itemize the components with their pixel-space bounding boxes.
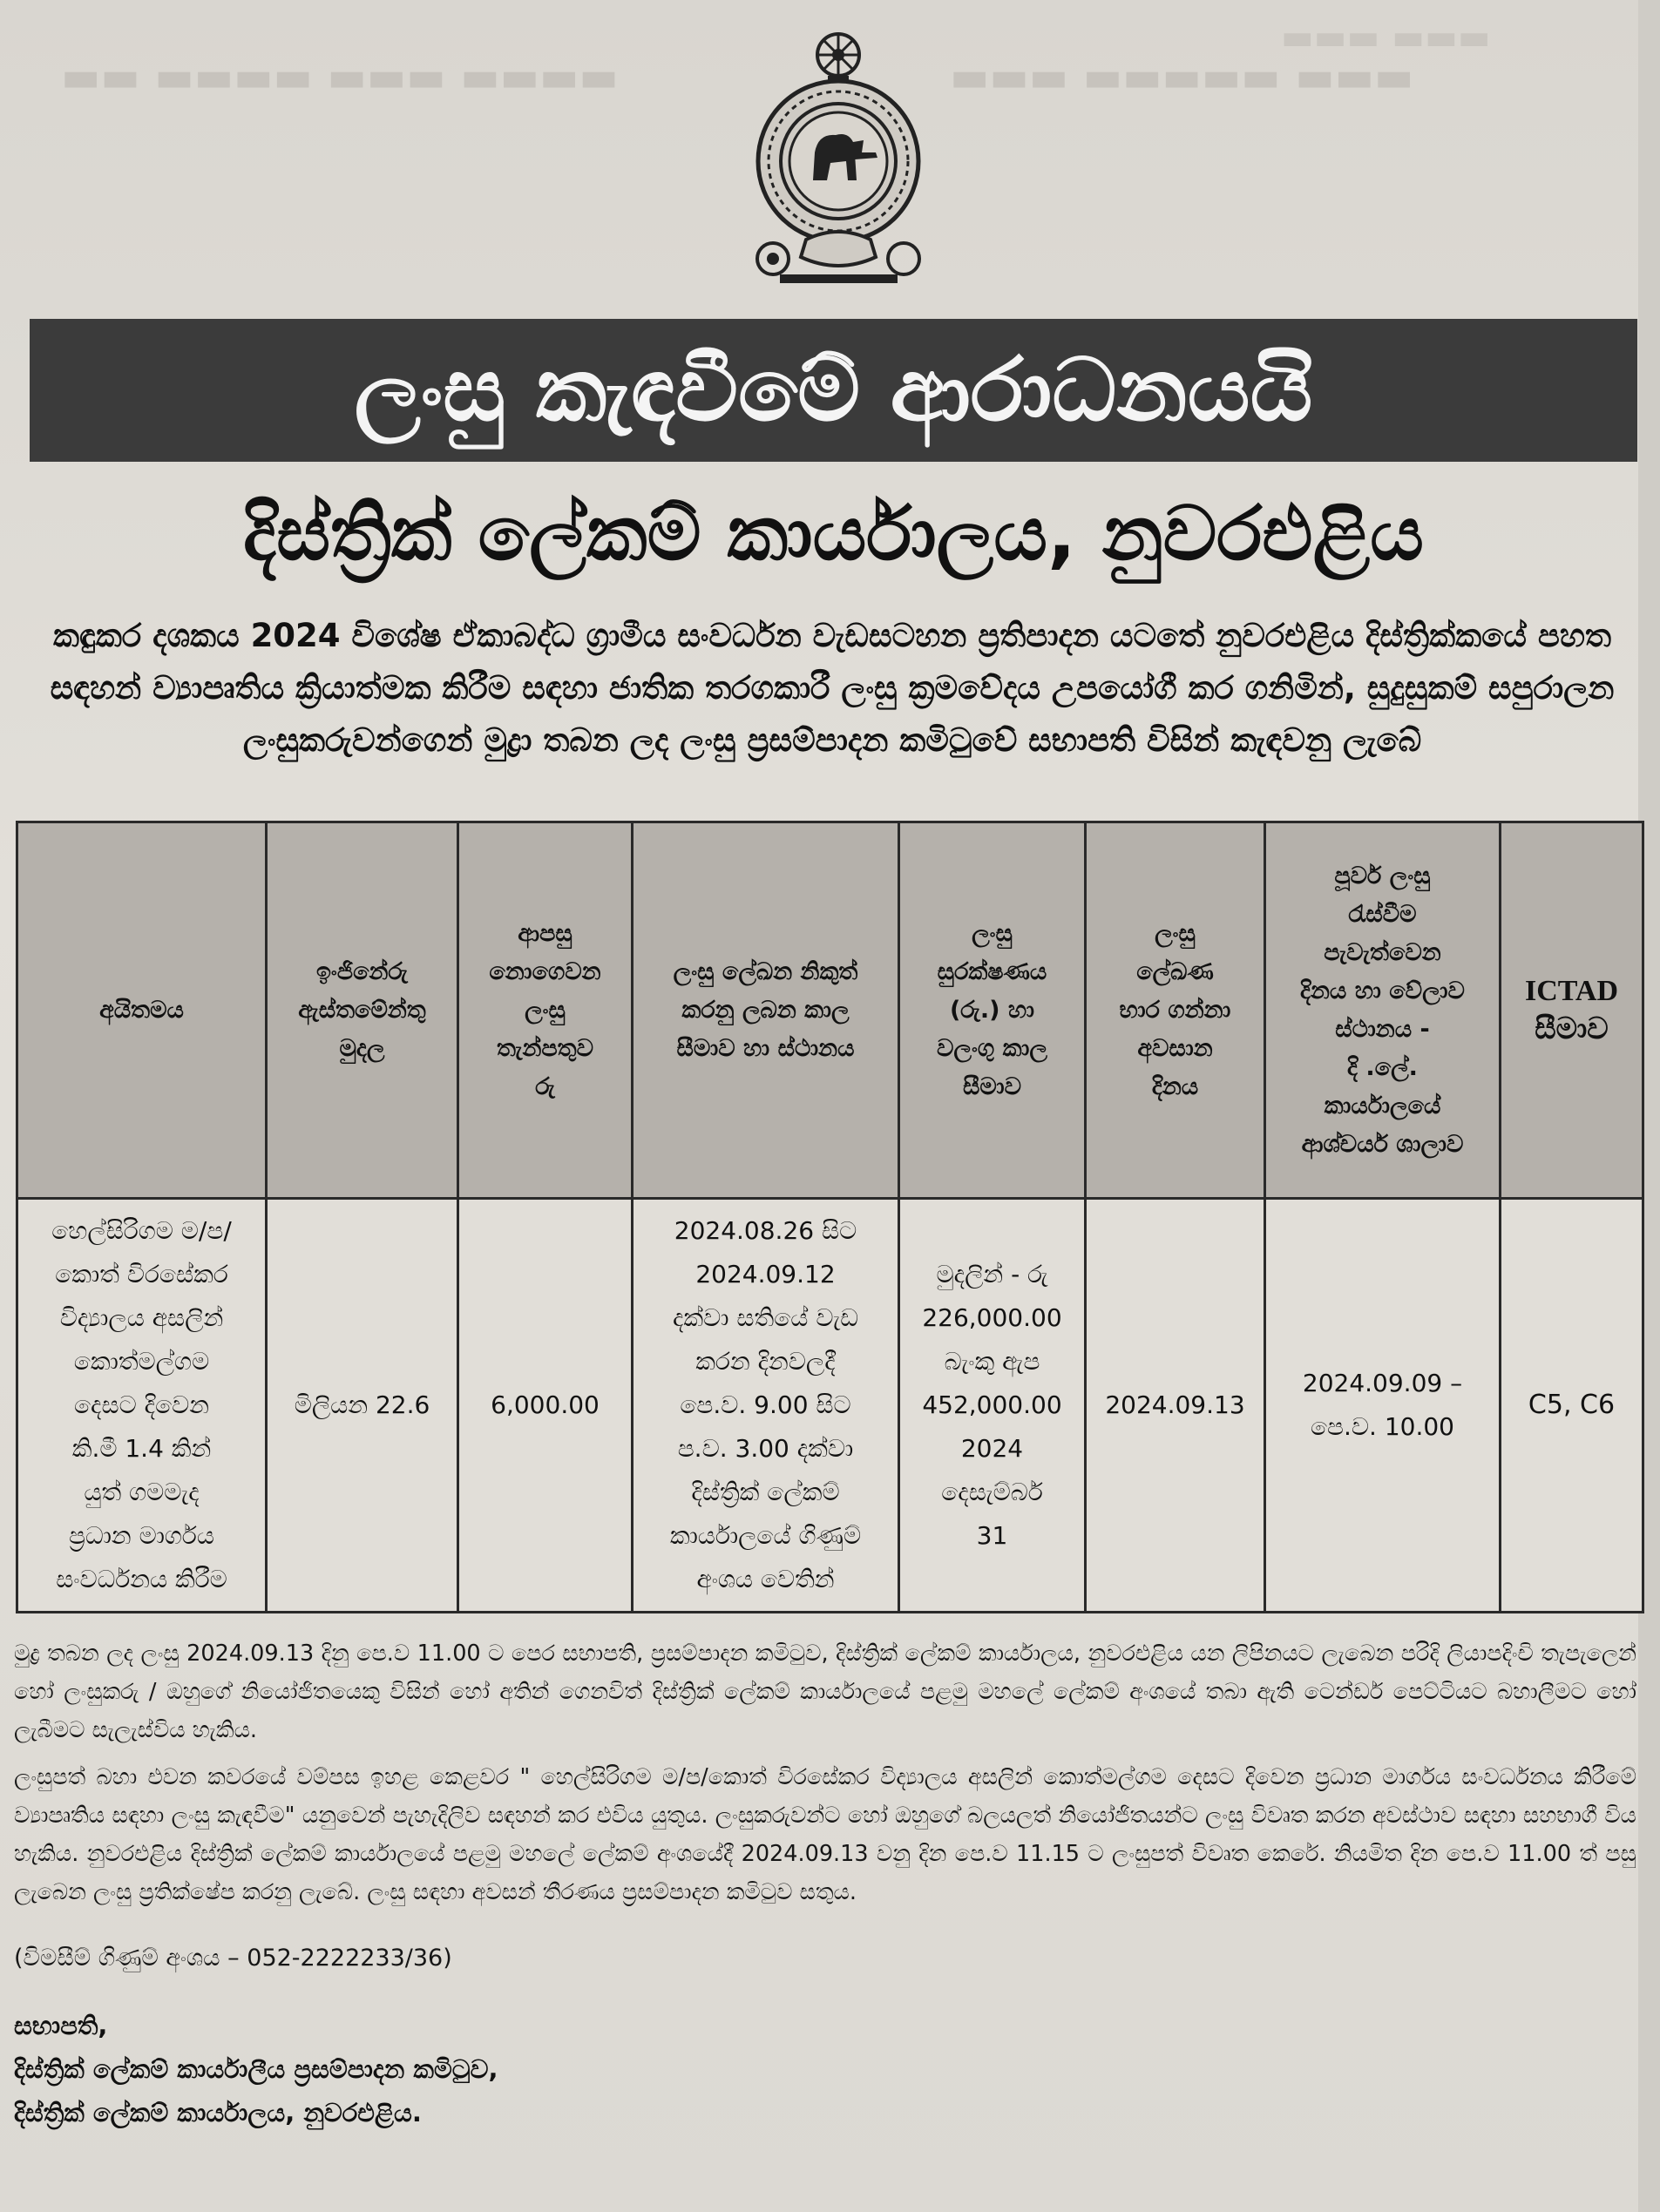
cell-issue-period: 2024.08.26 සිට 2024.09.12 දක්වා සතියේ වැඩ කරන දිනවලදී පෙ.ව. 9.00 සිට ප.ව. 3.00 දක්වා දිස්ත්‍රික් ලේකම් කාර්යාලයේ ගිණුම් අංශය වෙතින්	[633, 1199, 899, 1613]
header-ictad-grade: ICTAD සීමාව	[1501, 822, 1643, 1199]
cell-deposit: 6,000.00	[458, 1199, 633, 1613]
bleed-through-text: ▬▬▬ ▬▬▬▬▬ ▬▬▬	[950, 52, 1414, 101]
header-engineer-estimate: ඉංජිනේරු ඇස්තමේන්තු මුදල	[267, 822, 458, 1199]
title-banner	[30, 319, 1637, 462]
header-item: අයිතමය	[17, 822, 267, 1199]
envelope-instructions-paragraph: ලංසුපත් බහා එවන කවරයේ වම්පස ඉහළ කෙළවර " හෙල්සිරිගම ම/ප/කොත් විරසේකර විද්‍යාලය අසලින් කොත්මල්ගම දෙසට දිවෙන ප්‍රධාන මාර්ගය සංවර්ධනය කිරීමේ ව්‍යාපෘතිය සඳහා ලංසු කැඳවීම" යනුවෙන් පැහැදිලිව සඳහන් කර එවිය යුතුය. ලංසුකරුවන්ට හෝ ඔහුගේ බලයලත් නියෝජිතයන්ට ලංසු විවෘත කරන අවස්ථාව සඳහා සහභාගී විය හැකිය. නුවරඑළිය දිස්ත්‍රික් ලේකම් කාර්යාලයේ පළමු මහලේ ලේකම් අංශයේදී 2024.09.13 වනු දින පෙ.ව 11.15 ට ලංසුපත් විවෘත කෙරේ. නියමිත දින පෙ.ව 11.00 ත් පසු ලැබෙන ලංසු ප්‍රතික්ෂේප කරනු ලැබේ. ලංසු සඳහා අවසන් තීරණය ප්‍රසම්පාදන කමිටුව සතුය.	[14, 1764, 1636, 1905]
signature-committee: දිස්ත්‍රික් ලේකම් කාර්යාලීය ප්‍රසම්පාදන කමිටුව,	[14, 2054, 498, 2084]
office-title: දිස්ත්‍රික් ලේකම් කාර්යාලය, නුවරඑළිය	[243, 490, 1424, 578]
cell-pre-bid: 2024.09.09 – පෙ.ව. 10.00	[1265, 1199, 1501, 1613]
signature-title: සභාපති,	[14, 2011, 108, 2040]
bleed-through-text: ▬▬▬ ▬▬▬	[1281, 17, 1491, 57]
header-bid-security: ලංසු සුරක්ෂණය (රු.) හා වලංගු කාල සීමාව	[899, 822, 1086, 1199]
header-pre-bid-meeting: පූර්ව ලංසු රැස්වීම පැවැත්වෙන දිනය හා වේලාව ස්ථානය - දි .ලේ. කාර්යාලයේ ආශ්චර්ය ශාලාව	[1265, 822, 1501, 1199]
submission-paragraph: මුද්‍ර තබන ලද ලංසු 2024.09.13 දිනු පෙ.ව 11.00 ට පෙර සභාපති, ප්‍රසම්පාදන කමිටුව, දිස්ත්‍රික් ලේකම් කාර්යාලය, නුවරඑළිය යන ලිපිනයට ලැබෙන පරිදි ලියාපදිංචි තැපැලෙන් හෝ ලංසුකරු / ඔහුගේ නියෝජිතයෙකු විසින් හෝ අතින් ගෙනවිත් දිස්ත්‍රික් ලේකම් කාර්යාලයේ පළමු මහලේ ලේකම් අංශයේ තබා ඇති ටෙන්ඩර් පෙට්ටියට බහාලීමට හෝ ලැබීමට සැලැස්විය හැකිය.	[14, 1640, 1636, 1743]
header-issue-period: ලංසු ලේඛන නිකුත් කරනු ලබන කාල සීමාව හා ස්ථානය	[633, 822, 899, 1199]
signature-office: දිස්ත්‍රික් ලේකම් කාර්යාලය, නුවරඑළිය.	[14, 2098, 422, 2127]
intro-paragraph: කඳුකර දශකය 2024 විශේෂ ඒකාබද්ධ ග්‍රාමීය සංවර්ධන වැඩසටහන ප්‍රතිපාදන යටතේ නුවරඑළිය දිස්ත්‍රික්කයේ පහත සඳහන් ව්‍යාපෘතිය ක්‍රියාත්මක කිරීම සඳහා ජාතික තරගකාරී ලංසු ක්‍රමවේදය උපයෝගී කර ගනිමින්, සුදුසුකම් සපුරාලන ලංසුකරුවන්ගෙන් මුද්‍රා තබන ලද ලංසු ප්‍රසම්පාදන කමිටුවේ සභාපති විසින් කැඳවනු ලැබේ	[50, 617, 1615, 759]
notice-title: ලංසු කැඳවීමේ ආරාධනයයි	[354, 339, 1313, 441]
header-closing-date: ලංසු ලේඛණ භාර ගන්නා අවසාන දිනය	[1086, 822, 1265, 1199]
state-emblem-icon	[745, 22, 932, 287]
header-bid-deposit: ආපසු නොගෙවන ලංසු තැන්පතුව රු	[458, 822, 633, 1199]
cell-estimate: මිලියන 22.6	[267, 1199, 458, 1613]
cell-item: හෙල්සිරිගම ම/ප/ කොත් විරසේකර විද්‍යාලය අසලින් කොත්මල්ගම දෙසට දිවෙන කි.මී 1.4 කින් යුත් ගමමැද ප්‍රධාන මාර්ගය සංවර්ධනය කිරීම	[17, 1199, 267, 1613]
cell-ictad: C5, C6	[1501, 1199, 1643, 1613]
cell-security: මුදලින් - රු 226,000.00 බැංකු ඇප 452,000.00 2024 දෙසැම්බර් 31	[899, 1199, 1086, 1613]
cell-closing-date: 2024.09.13	[1086, 1199, 1265, 1613]
bleed-through-text: ▬▬ ▬▬▬▬ ▬▬▬ ▬▬▬▬	[61, 52, 619, 101]
table-header-row	[17, 822, 1643, 1199]
contact-line: (විමසීම් ගිණුම් අංශය – 052-2222233/36)	[14, 1945, 452, 1972]
signature-block	[14, 2004, 498, 2134]
tender-table	[16, 821, 1644, 1613]
table-row	[17, 1199, 1643, 1613]
